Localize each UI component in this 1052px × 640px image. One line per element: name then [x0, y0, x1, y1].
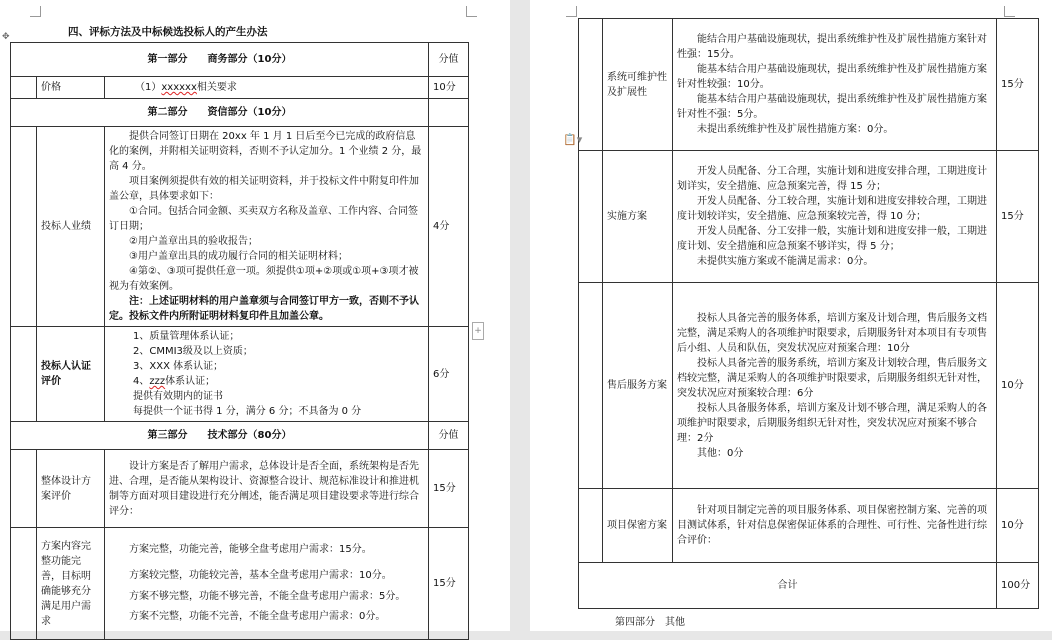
table-row [11, 99, 469, 127]
criterion-content: 提供合同签订日期在 20xx 年 1 月 1 日后至今已完成的政府信息化的案例，并附相关证明资料，否则不予认定加分。1 个业绩 2 分，最高 4 分。 项目案例须提供有效的相关证明资料，并于投标文件中附复印件加盖公章，具体要求如下： ①合同。包括合同金额、买卖双方名称及盖章、工作内容、合同签订日期； ②用户盖章出具的验收报告； ③用户盖章出具的成功履行合同的相关证明材料； ④第②、③项可提供任意一项。须提供①项+②项或①项+③项才被视为有效案例。 注：上述证明材料的用户盖章须与合同签订甲方一致，否则不予认定。投标文件内所附证明材料复印件且加盖公章。 [105, 127, 429, 327]
table-row [11, 528, 469, 640]
paste-options-icon[interactable]: 📋▾ [563, 133, 583, 146]
part-title: 第三部分 技术部分（80分） [11, 422, 429, 450]
table-row [579, 19, 1039, 151]
criterion-content: 设计方案是否了解用户需求，总体设计是否全面，系统架构是否先进、合理，是否能从架构设计、资源整合设计、规范标准设计和推进机制等方面对项目建设进行充分阐述，能否满足项目建设要求等进行综合评分： [105, 450, 429, 528]
table-row [11, 77, 469, 99]
criterion-content: 1、质量管理体系认证； 2、CMMI3级及以上资质； 3、XXX 体系认证； 4、zzz体系认证； 提供有效期内的证书 每提供一个证书得 1 分，满分 6 分；不具备为 0 分 [105, 327, 429, 422]
table-row [579, 563, 1039, 609]
table-row [11, 450, 469, 528]
page-corner-mark [30, 6, 41, 17]
scoring-table-left [10, 42, 469, 640]
criterion-score: 10分 [997, 489, 1039, 563]
left-page [0, 0, 510, 631]
criterion-label: 方案内容完整功能完善，目标明确能够充分满足用户需求 [37, 528, 105, 640]
page-corner-mark [466, 6, 477, 17]
score-header: 分值 [429, 422, 469, 450]
criterion-content: 方案完整，功能完善，能够全盘考虑用户需求：15分。 方案较完整，功能较完善，基本全盘考虑用户需求：10分。 方案不够完整，功能不够完善，不能全盘考虑用户需求：5分。 方案不完整，功能不完善，不能全盘考虑用户需求：0分。 [105, 528, 429, 640]
table-add-column-button[interactable]: + [472, 322, 484, 340]
table-row [11, 127, 469, 327]
page-corner-mark [1004, 6, 1015, 17]
criterion-score: 15分 [429, 528, 469, 640]
criterion-score: 15分 [429, 450, 469, 528]
criterion-label: 整体设计方案评价 [37, 450, 105, 528]
page-gap [510, 0, 530, 631]
table-row [579, 489, 1039, 563]
criterion-label: 投标人业绩 [37, 127, 105, 327]
criterion-content: 开发人员配备、分工合理，实施计划和进度安排合理，工期进度计划详实，安全措施、应急预案完善，得 15 分； 开发人员配备、分工较合理，实施计划和进度安排较合理，工期进度计划较详实，安全措施、应急预案较完善，得 10 分； 开发人员配备、分工安排一般，实施计划和进度安排一般，工期进度计划、安全措施和应急预案不够详实，得 5 分； 未提供实施方案或不能满足需求：0分。 [673, 151, 997, 283]
criterion-score: 10分 [997, 283, 1039, 489]
score-header: 分值 [429, 43, 469, 77]
criterion-label: 项目保密方案 [603, 489, 673, 563]
total-label: 合计 [579, 563, 997, 609]
criterion-score: 6分 [429, 327, 469, 422]
criterion-label: 实施方案 [603, 151, 673, 283]
criterion-content: 能结合用户基础设施现状，提出系统维护性及扩展性措施方案针对性强：15分。 能基本结合用户基础设施现状，提出系统维护性及扩展性措施方案针对性较强：10分。 能基本结合用户基础设施现状，提出系统维护性及扩展性措施方案针对性不强：5分。 未提出系统维护性及扩展性措施方案：0分。 [673, 19, 997, 151]
table-row [11, 43, 469, 77]
table-row [11, 327, 469, 422]
criterion-label: 系统可维护性及扩展性 [603, 19, 673, 151]
scoring-table-right [578, 18, 1039, 609]
criterion-content: 针对项目制定完善的项目服务体系、项目保密控制方案、完善的项目测试体系，针对信息保密保证体系的合理性、可行性、完备性进行综合评价： [673, 489, 997, 563]
part-title: 第一部分 商务部分（10分） [11, 43, 429, 77]
criterion-label: 投标人认证评价 [37, 327, 105, 422]
total-score: 100分 [997, 563, 1039, 609]
criterion-label: 售后服务方案 [603, 283, 673, 489]
criterion-score: 10分 [429, 77, 469, 99]
criterion-score: 15分 [997, 151, 1039, 283]
page-corner-mark [566, 6, 577, 17]
table-row [11, 422, 469, 450]
criterion-score: 15分 [997, 19, 1039, 151]
next-section-heading: 第四部分 其他 [615, 617, 685, 628]
section-heading: 四、评标方法及中标候选投标人的产生办法 [68, 26, 268, 38]
table-row [579, 283, 1039, 489]
criterion-label: 价格 [37, 77, 105, 99]
right-page [530, 0, 1052, 631]
criterion-score: 4分 [429, 127, 469, 327]
table-move-handle-icon[interactable]: ✥ [2, 32, 10, 42]
criterion-content: （1）xxxxxx相关要求 [105, 77, 429, 99]
table-row [579, 151, 1039, 283]
criterion-content: 投标人具备完善的服务体系，培训方案及计划合理，售后服务文档完整，满足采购人的各项维护时限要求，后期服务针对本项目有专项售后小组、人员和队伍，突发状况应对预案合理：10分 投标人具备完善的服务系统，培训方案及计划较合理，售后服务文档较完整，满足采购人的各项维护时限要求，后期服务组织无针对性，突发状况应对预案较合理：6分 投标人具备服务体系，培训方案及计划不够合理，满足采购人的各项维护时限要求，后期服务组织无针对性，突发状况应对预案不够合理：2分 其他：0分 [673, 283, 997, 489]
part-title: 第二部分 资信部分（10分） [11, 99, 429, 127]
